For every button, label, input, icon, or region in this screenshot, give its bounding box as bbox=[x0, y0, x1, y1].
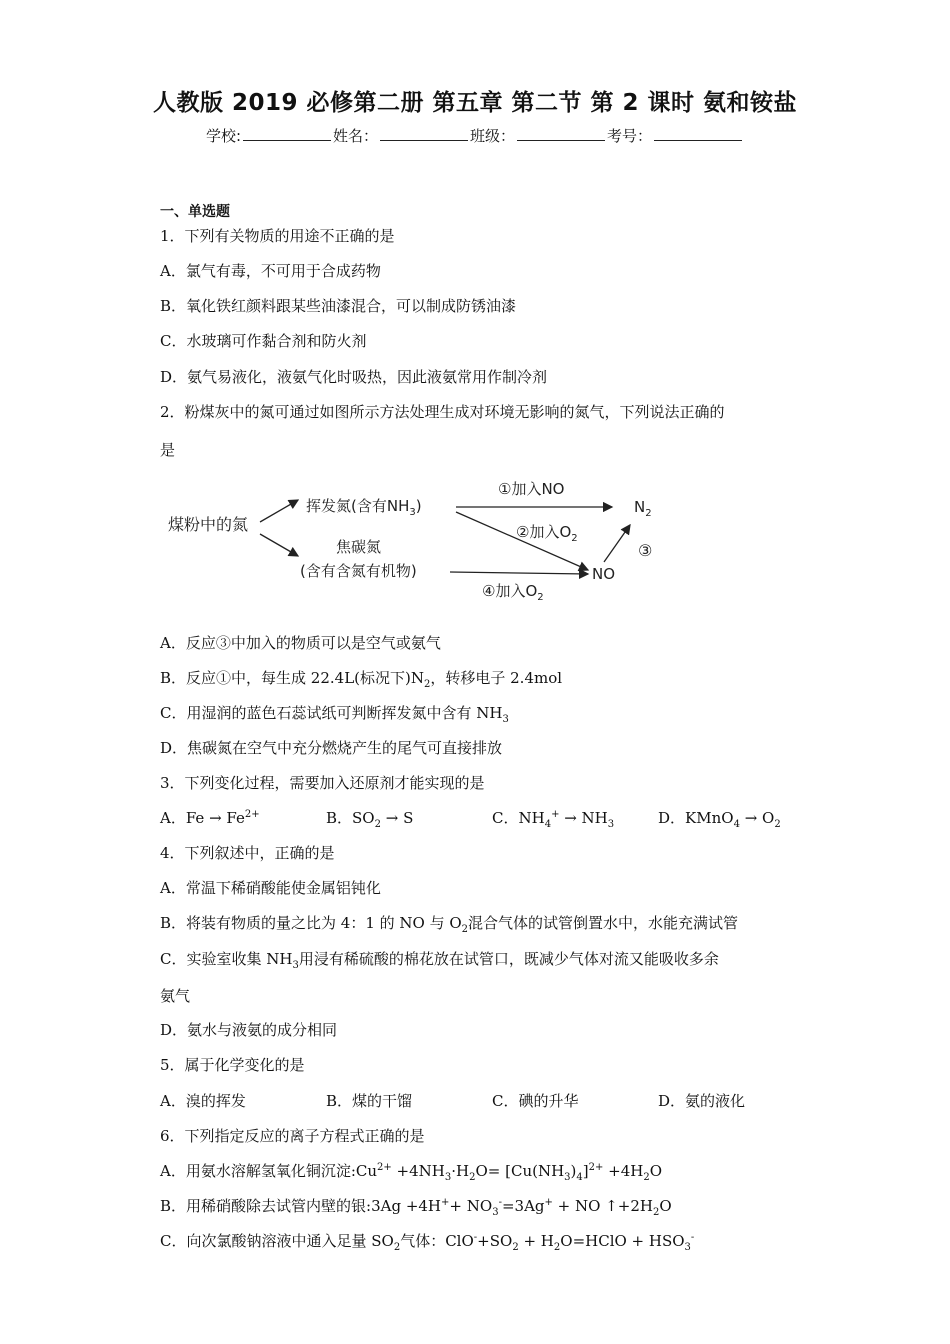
step2-label: ②加入$O_2$ bbox=[516, 523, 578, 544]
n2-label: $N_2$ bbox=[634, 498, 652, 519]
section-title: 一、单选题 bbox=[160, 204, 230, 220]
q3-option-b: B．$SO_2 \to S$ bbox=[326, 809, 414, 830]
q1-option-c: C．水玻璃可作黏合剂和防火剂 bbox=[160, 332, 367, 350]
q2-stem-line1: 2．粉煤灰中的氮可通过如图所示方法处理生成对环境无影响的氮气，下列说法正确的 bbox=[160, 403, 725, 421]
q3-stem: 3．下列变化过程，需要加入还原剂才能实现的是 bbox=[160, 774, 485, 792]
source-label: 煤粉中的氮 bbox=[168, 515, 249, 534]
coke-nitrogen-label: 焦碳氮 bbox=[336, 538, 382, 556]
step3-arrow bbox=[604, 525, 630, 562]
exam-no-label: 考号： bbox=[607, 127, 653, 145]
q4-option-c-cont: 氨气 bbox=[160, 987, 191, 1005]
q2-option-c: C．用湿润的蓝色石蕊试纸可判断挥发氮中含有 $NH_3$ bbox=[160, 704, 509, 725]
q3-option-c: C．$NH_4^+ \to NH_3$ bbox=[492, 809, 615, 830]
document-title: 人教版 2019 必修第二册 第五章 第二节 第 2 课时 氨和铵盐 bbox=[152, 90, 798, 116]
class-label: 班级： bbox=[470, 127, 516, 145]
step4-label: ④加入$O_2$ bbox=[482, 582, 544, 603]
branch-arrow-up bbox=[260, 500, 298, 522]
q6-option-b: B．用稀硝酸除去试管内壁的银:3Ag $+4H^++ NO_3^-=3Ag^+$ + NO $↑+2H_2O$ bbox=[160, 1197, 672, 1218]
q6-stem: 6．下列指定反应的离子方程式正确的是 bbox=[160, 1127, 425, 1145]
name-label: 姓名： bbox=[333, 127, 379, 145]
q1-option-a: A．氯气有毒，不可用于合成药物 bbox=[160, 262, 381, 280]
q6-option-c: C．向次氯酸钠溶液中通入足量 $SO_2$气体：$ClO^-+SO_2$ + $H_2O=HClO + HSO_3^-$ bbox=[160, 1232, 695, 1253]
q4-option-d: D．氨水与液氨的成分相同 bbox=[160, 1021, 338, 1039]
step1-label: ①加入NO bbox=[498, 480, 565, 498]
q2-option-b: B．反应①中，每生成 22.4L(标况下)$N_2$，转移电子 2.4mol bbox=[160, 669, 563, 690]
q1-option-d: D．氨气易液化，液氨气化时吸热，因此液氨常用作制冷剂 bbox=[160, 368, 548, 386]
volatile-nitrogen-label: 挥发氮(含有$NH_3$) bbox=[306, 497, 422, 518]
q1-stem: 1．下列有关物质的用途不正确的是 bbox=[160, 227, 395, 245]
step3-label: ③ bbox=[638, 541, 653, 560]
q2-option-d: D．焦碳氮在空气中充分燃烧产生的尾气可直接排放 bbox=[160, 739, 503, 757]
q4-stem: 4．下列叙述中，正确的是 bbox=[160, 844, 335, 862]
q5-options bbox=[160, 1090, 790, 1111]
q5-option-d: D．氨的液化 bbox=[658, 1092, 746, 1110]
q5-option-b: B．煤的干馏 bbox=[326, 1092, 413, 1110]
q1-option-b: B．氧化铁红颜料跟某些油漆混合，可以制成防锈油漆 bbox=[160, 297, 517, 315]
exam-no-blank[interactable] bbox=[654, 126, 742, 141]
coke-nitrogen-desc: (含有含氮有机物) bbox=[300, 562, 417, 580]
q4-option-a: A．常温下稀硝酸能使金属铝钝化 bbox=[160, 879, 381, 897]
student-info-line bbox=[0, 125, 950, 146]
q4-option-b: B．将装有物质的量之比为 4：1 的 NO 与 $O_2$混合气体的试管倒置水中，水能充满试管 bbox=[160, 914, 739, 935]
q2-option-a: A．反应③中加入的物质可以是空气或氨气 bbox=[160, 634, 441, 652]
step2-arrow bbox=[456, 512, 588, 570]
q2-stem-line2: 是 bbox=[160, 441, 176, 459]
name-blank[interactable] bbox=[380, 126, 468, 141]
q5-option-a: A．溴的挥发 bbox=[160, 1092, 246, 1110]
school-label: 学校: bbox=[205, 127, 241, 145]
q6-option-a: A．用氨水溶解氢氧化铜沉淀$:Cu^{2+} +4NH_3\cdot H_2O= [Cu(NH_3)_4]^{2+} +4H_2O$ bbox=[160, 1162, 663, 1183]
nitrogen-process-diagram bbox=[160, 470, 680, 610]
q3-options bbox=[160, 807, 790, 830]
q3-option-d: D．KMnO$_4$ → $O_2$ bbox=[658, 809, 781, 830]
class-blank[interactable] bbox=[517, 126, 605, 141]
q3-option-a: A．$Fe \to Fe^{2+}$ bbox=[160, 809, 260, 827]
q4-option-c: C．实验室收集 $NH_3$用浸有稀硫酸的棉花放在试管口，既减少气体对流又能吸收多余 bbox=[160, 950, 719, 971]
q5-option-c: C．碘的升华 bbox=[492, 1092, 579, 1110]
step4-arrow bbox=[450, 572, 588, 574]
branch-arrow-down bbox=[260, 534, 298, 556]
school-blank[interactable] bbox=[243, 126, 331, 141]
q5-stem: 5．属于化学变化的是 bbox=[160, 1056, 305, 1074]
no-label: NO bbox=[592, 565, 616, 583]
